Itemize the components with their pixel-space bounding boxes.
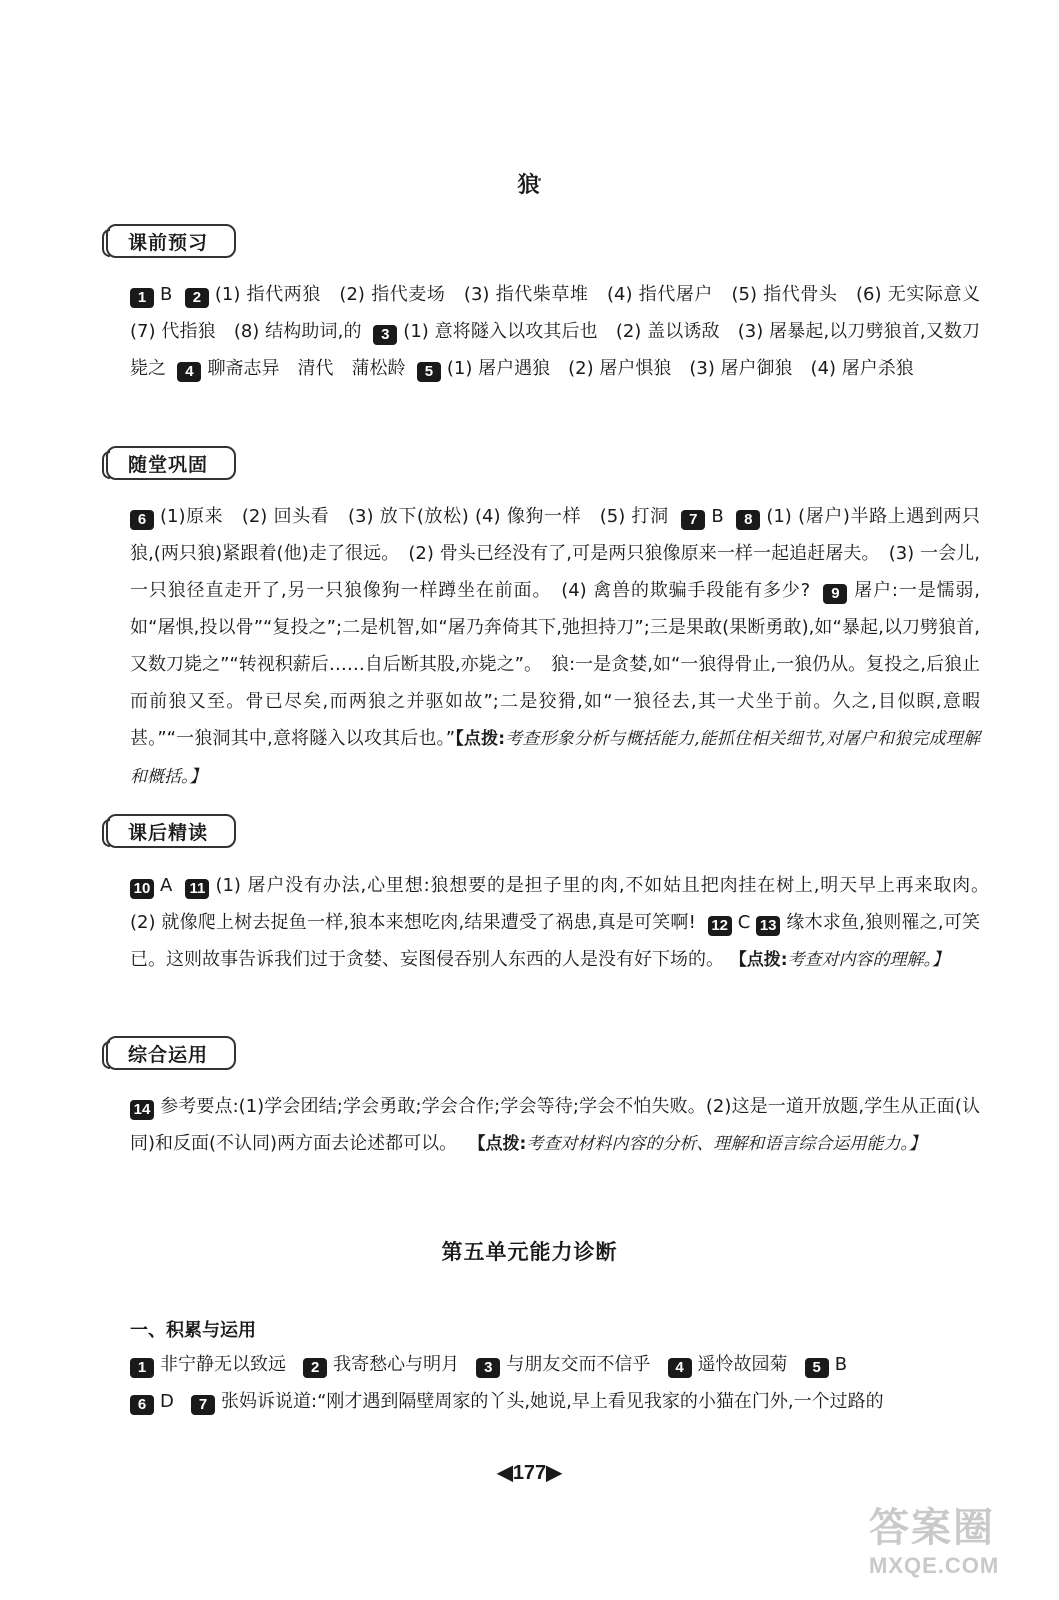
- question-number: 5: [805, 1358, 829, 1378]
- answer-text: 缘木求鱼,狼则罹之,可笑已。这则故事告诉我们过于贪婪、妄图侵吞别人东西的人是没有好下场的。: [130, 912, 980, 970]
- section-heading-preview: 课前预习: [106, 224, 236, 258]
- question-number: 7: [191, 1395, 215, 1415]
- question-number: 6: [130, 1395, 154, 1415]
- question-number: 3: [476, 1358, 500, 1378]
- tip-label: 【点拨:: [729, 950, 788, 970]
- question-number: 12: [708, 916, 732, 936]
- answer-text: 聊斋志异 清代 蒲松龄: [207, 358, 406, 379]
- tip-note: [730, 950, 949, 970]
- answer-text: 非宁静无以致远: [160, 1354, 286, 1375]
- section-application-body: [130, 1088, 980, 1163]
- answer-text: B: [160, 284, 173, 305]
- answer-text: 参考要点:(1)学会团结;学会勇敢;学会合作;学会等待;学会不怕失败。(2)这是一道开放题,学生从正面(认同)和反面(不认同)两方面去论述都可以。: [130, 1096, 980, 1154]
- question-number: 10: [130, 879, 154, 899]
- question-number: 4: [177, 362, 201, 382]
- unit-body: [130, 1346, 980, 1420]
- answer-text: B: [834, 1354, 848, 1375]
- tip-note: [469, 1134, 926, 1154]
- section-heading-reading: 课后精读: [106, 814, 236, 848]
- question-number: 8: [736, 510, 760, 530]
- question-number: 13: [756, 916, 780, 936]
- question-number: 6: [130, 510, 154, 530]
- question-number: 4: [668, 1358, 692, 1378]
- right-arrow-icon: ▶: [546, 1462, 562, 1484]
- tip-text: 考查形象分析与概括能力,能抓住相关细节,对屠户和狼完成理解和概括。】: [130, 729, 980, 787]
- answer-text: 遥怜故园菊: [697, 1354, 788, 1375]
- question-number: 14: [130, 1100, 154, 1120]
- question-number: 9: [823, 584, 847, 604]
- tip-text: 考查对内容的理解。】: [787, 950, 950, 970]
- answer-text: 张妈诉说道:“刚才遇到隔壁周家的丫头,她说,早上看见我家的小猫在门外,一个过路的: [221, 1391, 884, 1412]
- unit-title: 第五单元能力诊断: [441, 1240, 618, 1264]
- tip-label: 【点拨:: [468, 1134, 527, 1154]
- page-number: [0, 1460, 1059, 1485]
- watermark-line2: MXQE.COM: [869, 1553, 1000, 1578]
- section-classwork-body: [130, 498, 980, 796]
- page-number-value: 177: [512, 1462, 547, 1484]
- section-heading-application: 综合运用: [106, 1036, 236, 1070]
- question-number: 11: [185, 879, 209, 899]
- tip-text: 考查对材料内容的分析、理解和语言综合运用能力。】: [526, 1134, 926, 1154]
- question-number: 1: [130, 1358, 154, 1378]
- answer-text: A: [160, 875, 173, 896]
- question-number: 7: [681, 510, 705, 530]
- answer-text: C: [737, 912, 751, 933]
- page-title: 狼: [517, 173, 542, 198]
- subsection-heading: 一、积累与运用: [130, 1320, 256, 1341]
- answer-text: (1) 意将隧入以攻其后也 (2) 盖以诱敌 (3) 屠暴起,以刀劈狼首,又数刀毙之: [130, 321, 980, 379]
- section-preview-body: [130, 276, 998, 387]
- question-number: 1: [130, 288, 154, 308]
- answer-text: 与朋友交而不信乎: [506, 1354, 651, 1375]
- answer-text: (1) (屠户)半路上遇到两只狼,(两只狼)紧跟着(他)走了很远。 (2) 骨头已经没有了,可是两只狼像原来一样一起追赶屠夫。 (3) 一会儿,一只狼径直走开了,另一只狼像狗一样蹲坐在前面。 (4) 禽兽的欺骗手段能有多少?: [130, 506, 981, 601]
- section-reading-body: [130, 867, 998, 979]
- answer-text: (1) 指代两狼 (2) 指代麦场 (3) 指代柴草堆 (4) 指代屠户 (5) 指代骨头 (6) 无实际意义 (7) 代指狼 (8) 结构助词,的: [130, 284, 998, 342]
- answer-text: (1) 屠户遇狼 (2) 屠户惧狼 (3) 屠户御狼 (4) 屠户杀狼: [446, 358, 914, 379]
- answer-text: (1)原来 (2) 回头看 (3) 放下(放松) (4) 像狗一样 (5) 打洞: [160, 506, 669, 527]
- question-number: 2: [303, 1358, 327, 1378]
- tip-label: 【点拨:: [455, 729, 506, 749]
- question-number: 5: [417, 362, 441, 382]
- section-heading-classwork: 随堂巩固: [106, 446, 236, 480]
- answer-text: 屠户:一是懦弱,如“屠惧,投以骨”“复投之”;二是机智,如“屠乃奔倚其下,弛担持刀”;三是果敢(果断勇敢),如“暴起,以刀劈狼首,又数刀毙之”“转视积薪后……自后断其股,亦毙之”。 狼:一是贪婪,如“一狼得骨止,一狼仍从。复投之,后狼止而前狼又至。骨已尽矣,而两狼之并驱如故”;二是狡猾,如“一狼径去,其一犬坐于前。久之,目似瞑,意暇甚。”“一狼洞其中,意将隧入以攻其后也。”: [130, 580, 980, 749]
- answer-text: (1) 屠户没有办法,心里想:狼想要的是担子里的肉,不如姑且把肉挂在树上,明天早上再来取肉。 (2) 就像爬上树去捉鱼一样,狼本来想吃肉,结果遭受了祸患,真是可笑啊!: [130, 875, 998, 933]
- question-number: 3: [373, 325, 397, 345]
- watermark-line1: 答案圈: [869, 1506, 995, 1550]
- question-number: 2: [185, 288, 209, 308]
- answer-text: B: [711, 506, 724, 527]
- left-arrow-icon: ◀: [497, 1462, 513, 1484]
- watermark: [869, 1496, 1029, 1582]
- answer-text: D: [160, 1391, 174, 1412]
- answer-text: 我寄愁心与明月: [333, 1354, 460, 1375]
